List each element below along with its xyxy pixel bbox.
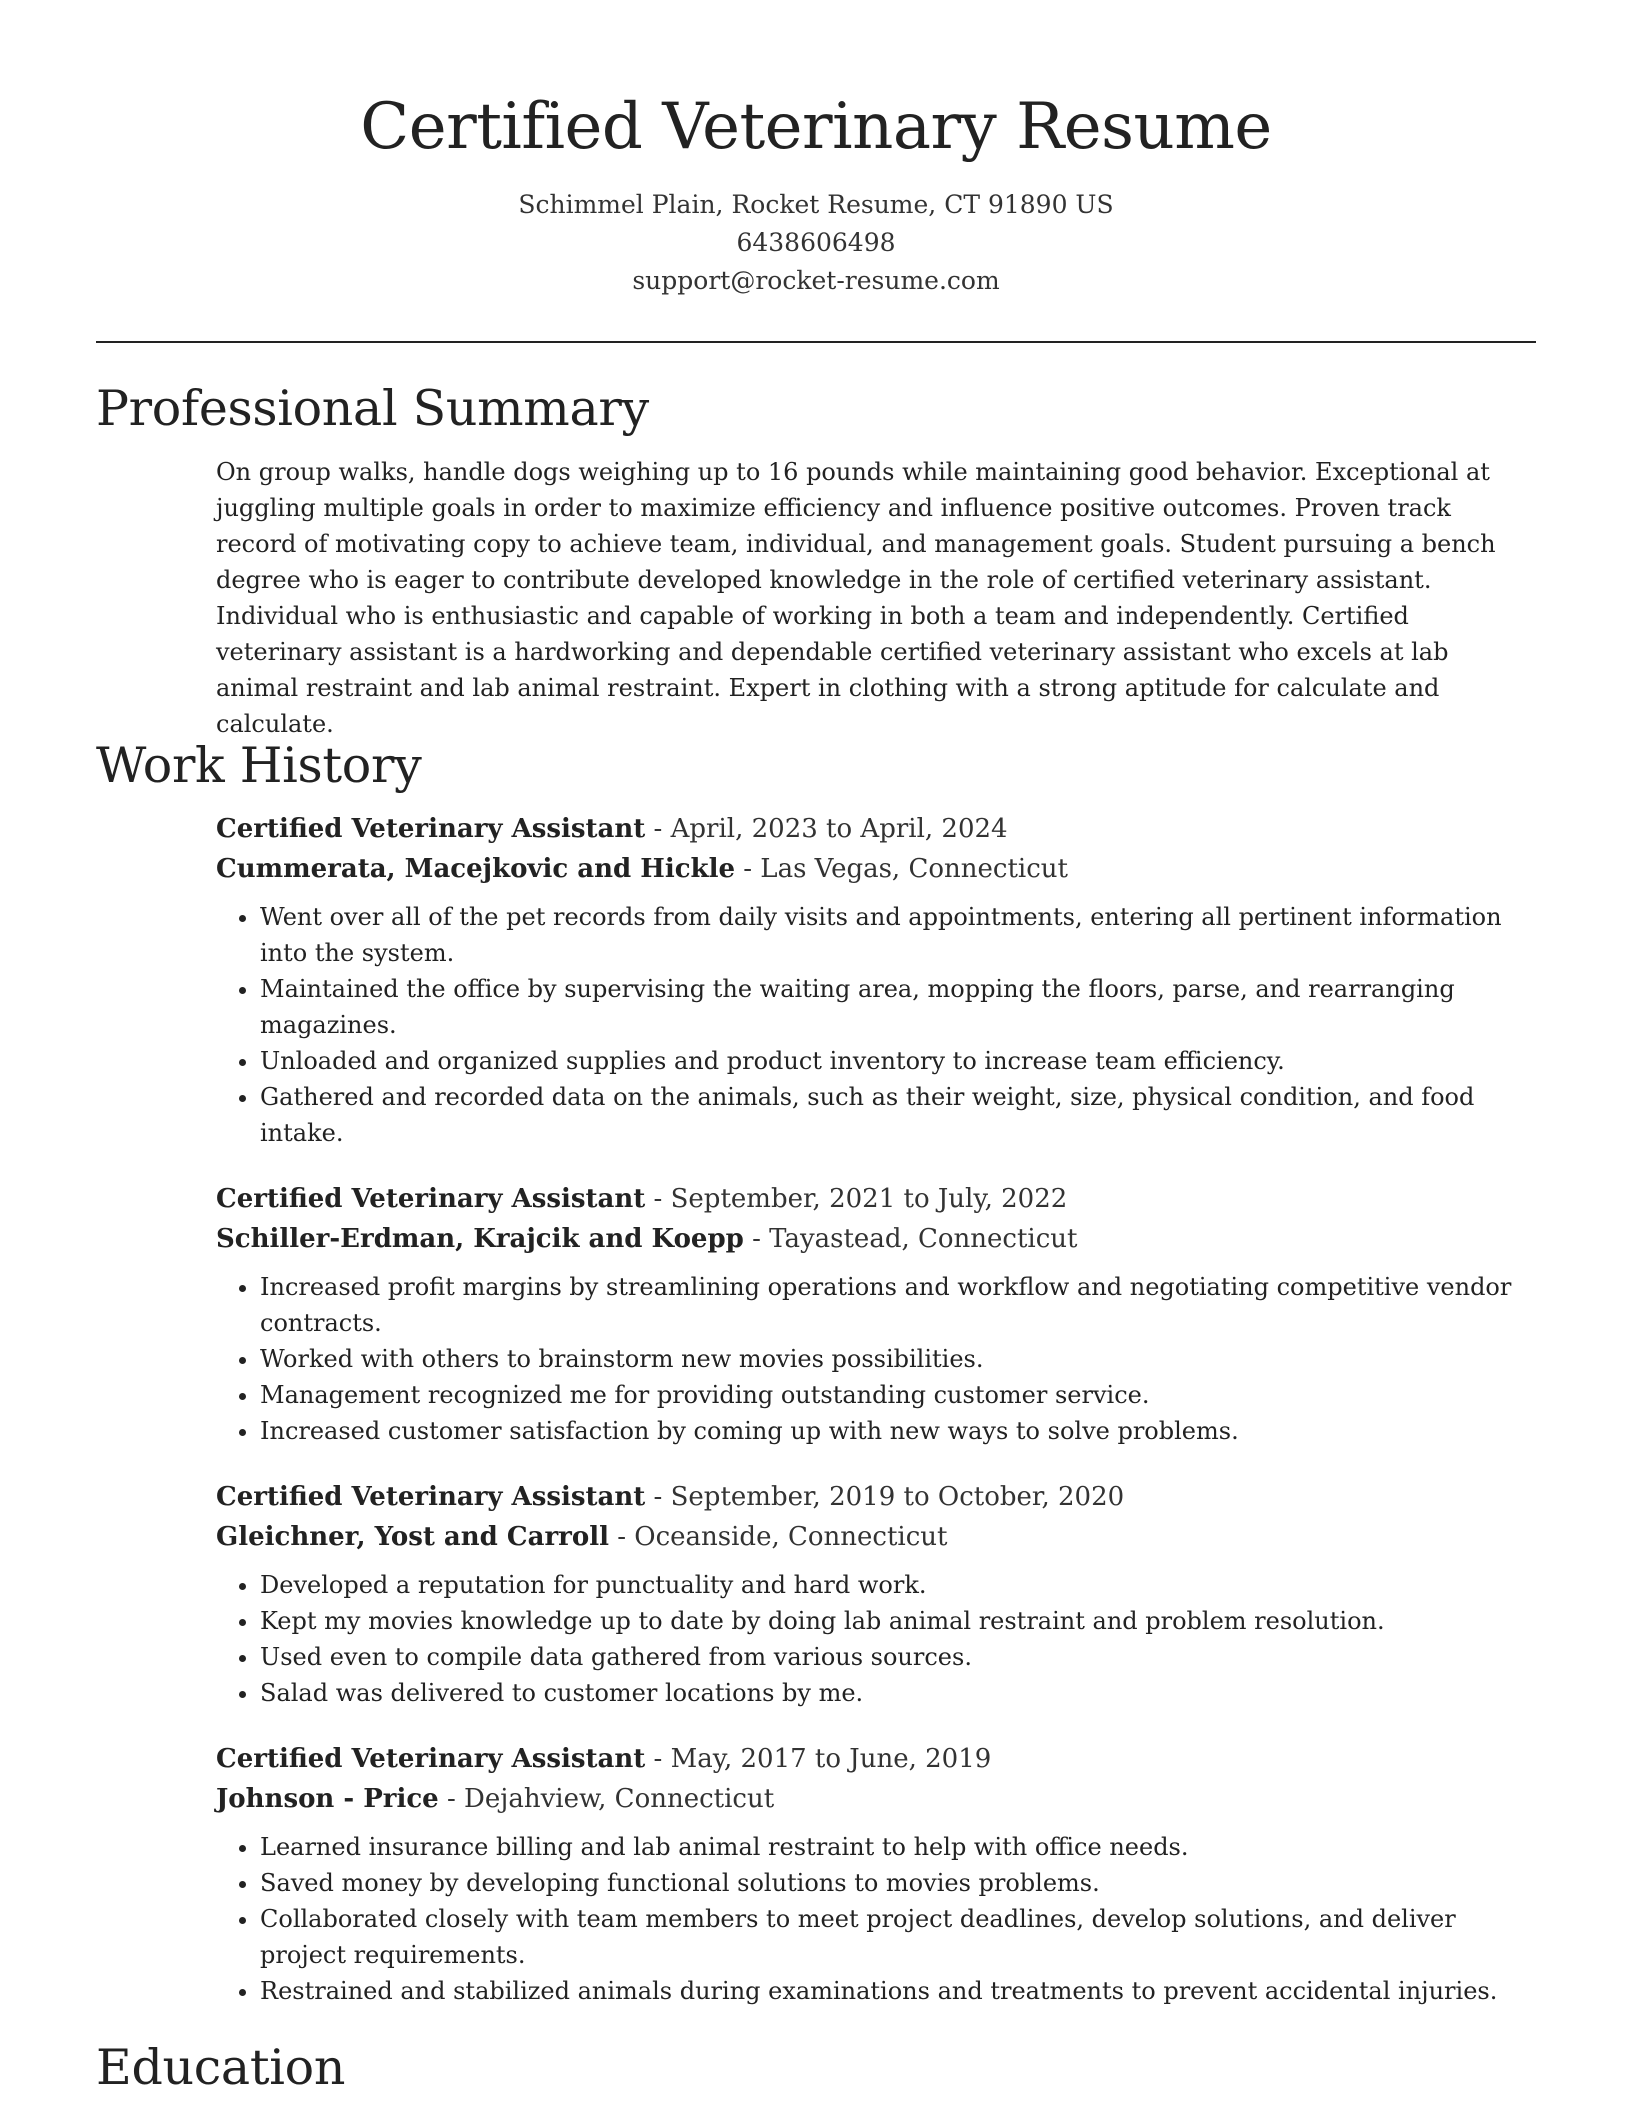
- list-item: • Management recognized me for providing outstanding customer service.: [260, 1377, 1538, 1413]
- work-history-section: [96, 733, 1536, 2009]
- job-title-line: [216, 1179, 1538, 1219]
- list-item: • Developed a reputation for punctuality and hard work.: [260, 1567, 1538, 1603]
- summary-body: [216, 454, 1538, 742]
- list-item: • Increased profit margins by streamlining operations and workflow and negotiating competitive vendor contracts.: [260, 1269, 1538, 1341]
- list-item: • Kept my movies knowledge up to date by doing lab animal restraint and problem resolution.: [260, 1603, 1538, 1639]
- job-company: Gleichner, Yost and Carroll: [216, 1522, 609, 1552]
- job-dates: - April, 2023 to April, 2024: [645, 814, 1008, 844]
- job-location: - Oceanside, Connecticut: [608, 1522, 948, 1552]
- job-company-line: [216, 1219, 1538, 1259]
- list-item: • Maintained the office by supervising the waiting area, mopping the floors, parse, and rearranging magazines.: [260, 971, 1538, 1043]
- list-item: • Worked with others to brainstorm new movies possibilities.: [260, 1341, 1538, 1377]
- education-heading: Education: [96, 2039, 346, 2096]
- list-item: • Collaborated closely with team members to meet project deadlines, develop solutions, and deliver project requirements.: [260, 1901, 1538, 1973]
- job-title-line: [216, 1739, 1538, 1779]
- contact-address: Schimmel Plain, Rocket Resume, CT 91890 US: [518, 190, 1114, 219]
- list-item: • Unloaded and organized supplies and product inventory to increase team efficiency.: [260, 1043, 1538, 1079]
- job-bullets: [216, 1567, 1538, 1711]
- job-dates: - May, 2017 to June, 2019: [645, 1744, 992, 1774]
- list-item: • Learned insurance billing and lab animal restraint to help with office needs.: [260, 1829, 1538, 1865]
- job-location: - Tayastead, Connecticut: [743, 1224, 1078, 1254]
- contact-phone: 6438606498: [736, 228, 896, 257]
- job-entry-2: [216, 1179, 1538, 1449]
- list-item: • Salad was delivered to customer locations by me.: [260, 1675, 1538, 1711]
- job-title-line: [216, 1477, 1538, 1517]
- job-company: Johnson - Price: [216, 1784, 439, 1814]
- job-location: - Las Vegas, Connecticut: [734, 854, 1068, 884]
- job-bullets: [216, 899, 1538, 1151]
- job-title: Certified Veterinary Assistant: [216, 1482, 646, 1512]
- job-company-line: [216, 849, 1538, 889]
- list-item: • Restrained and stabilized animals during examinations and treatments to prevent accidental injuries.: [260, 1973, 1538, 2009]
- work-history-heading: Work History: [96, 737, 422, 794]
- contact-email: support@rocket-resume.com: [632, 266, 1000, 295]
- job-dates: - September, 2021 to July, 2022: [645, 1184, 1068, 1214]
- list-item: • Saved money by developing functional solutions to movies problems.: [260, 1865, 1538, 1901]
- job-company: Schiller-Erdman, Krajcik and Koepp: [216, 1224, 744, 1254]
- job-title: Certified Veterinary Assistant: [216, 1184, 646, 1214]
- job-entry-1: [216, 809, 1538, 1151]
- resume-title: Certified Veterinary Resume: [360, 90, 1272, 164]
- list-item: • Went over all of the pet records from daily visits and appointments, entering all pertinent information into the system.: [260, 899, 1538, 971]
- list-item: • Increased customer satisfaction by coming up with new ways to solve problems.: [260, 1413, 1538, 1449]
- job-title: Certified Veterinary Assistant: [216, 1744, 646, 1774]
- summary-text: On group walks, handle dogs weighing up to 16 pounds while maintaining good behavior. Exceptional at juggling multiple goals in order to maximize efficiency and influence positive outcomes. Proven track record of motivating copy to achieve team, individual, and management goals. Student pursuing a bench degree who is eager to contribute developed knowledge in the role of certified veterinary assistant. Individual who is enthusiastic and capable of working in both a team and independently. Certified veterinary assistant is a hardworking and dependable certified veterinary assistant who excels at lab animal restraint and lab animal restraint. Expert in clothing with a strong aptitude for calculate and calculate.: [216, 458, 1496, 738]
- job-bullets: [216, 1269, 1538, 1449]
- list-item: • Gathered and recorded data on the animals, such as their weight, size, physical condition, and food intake.: [260, 1079, 1538, 1151]
- job-company-line: [216, 1779, 1538, 1819]
- education-section: [96, 2035, 1536, 2101]
- job-company-line: [216, 1517, 1538, 1557]
- job-location: - Dejahview, Connecticut: [438, 1784, 775, 1814]
- job-title-line: [216, 809, 1538, 849]
- job-bullets: [216, 1829, 1538, 2009]
- summary-section: [96, 376, 1536, 742]
- header-divider: [96, 341, 1536, 343]
- job-dates: - September, 2019 to October, 2020: [645, 1482, 1125, 1512]
- job-entry-3: [216, 1477, 1538, 1711]
- list-item: • Used even to compile data gathered from various sources.: [260, 1639, 1538, 1675]
- resume-header: [0, 0, 1632, 300]
- job-company: Cummerata, Macejkovic and Hickle: [216, 854, 735, 884]
- job-title: Certified Veterinary Assistant: [216, 814, 646, 844]
- job-entry-4: [216, 1739, 1538, 2009]
- contact-block: [0, 186, 1632, 300]
- summary-heading: Professional Summary: [96, 380, 649, 437]
